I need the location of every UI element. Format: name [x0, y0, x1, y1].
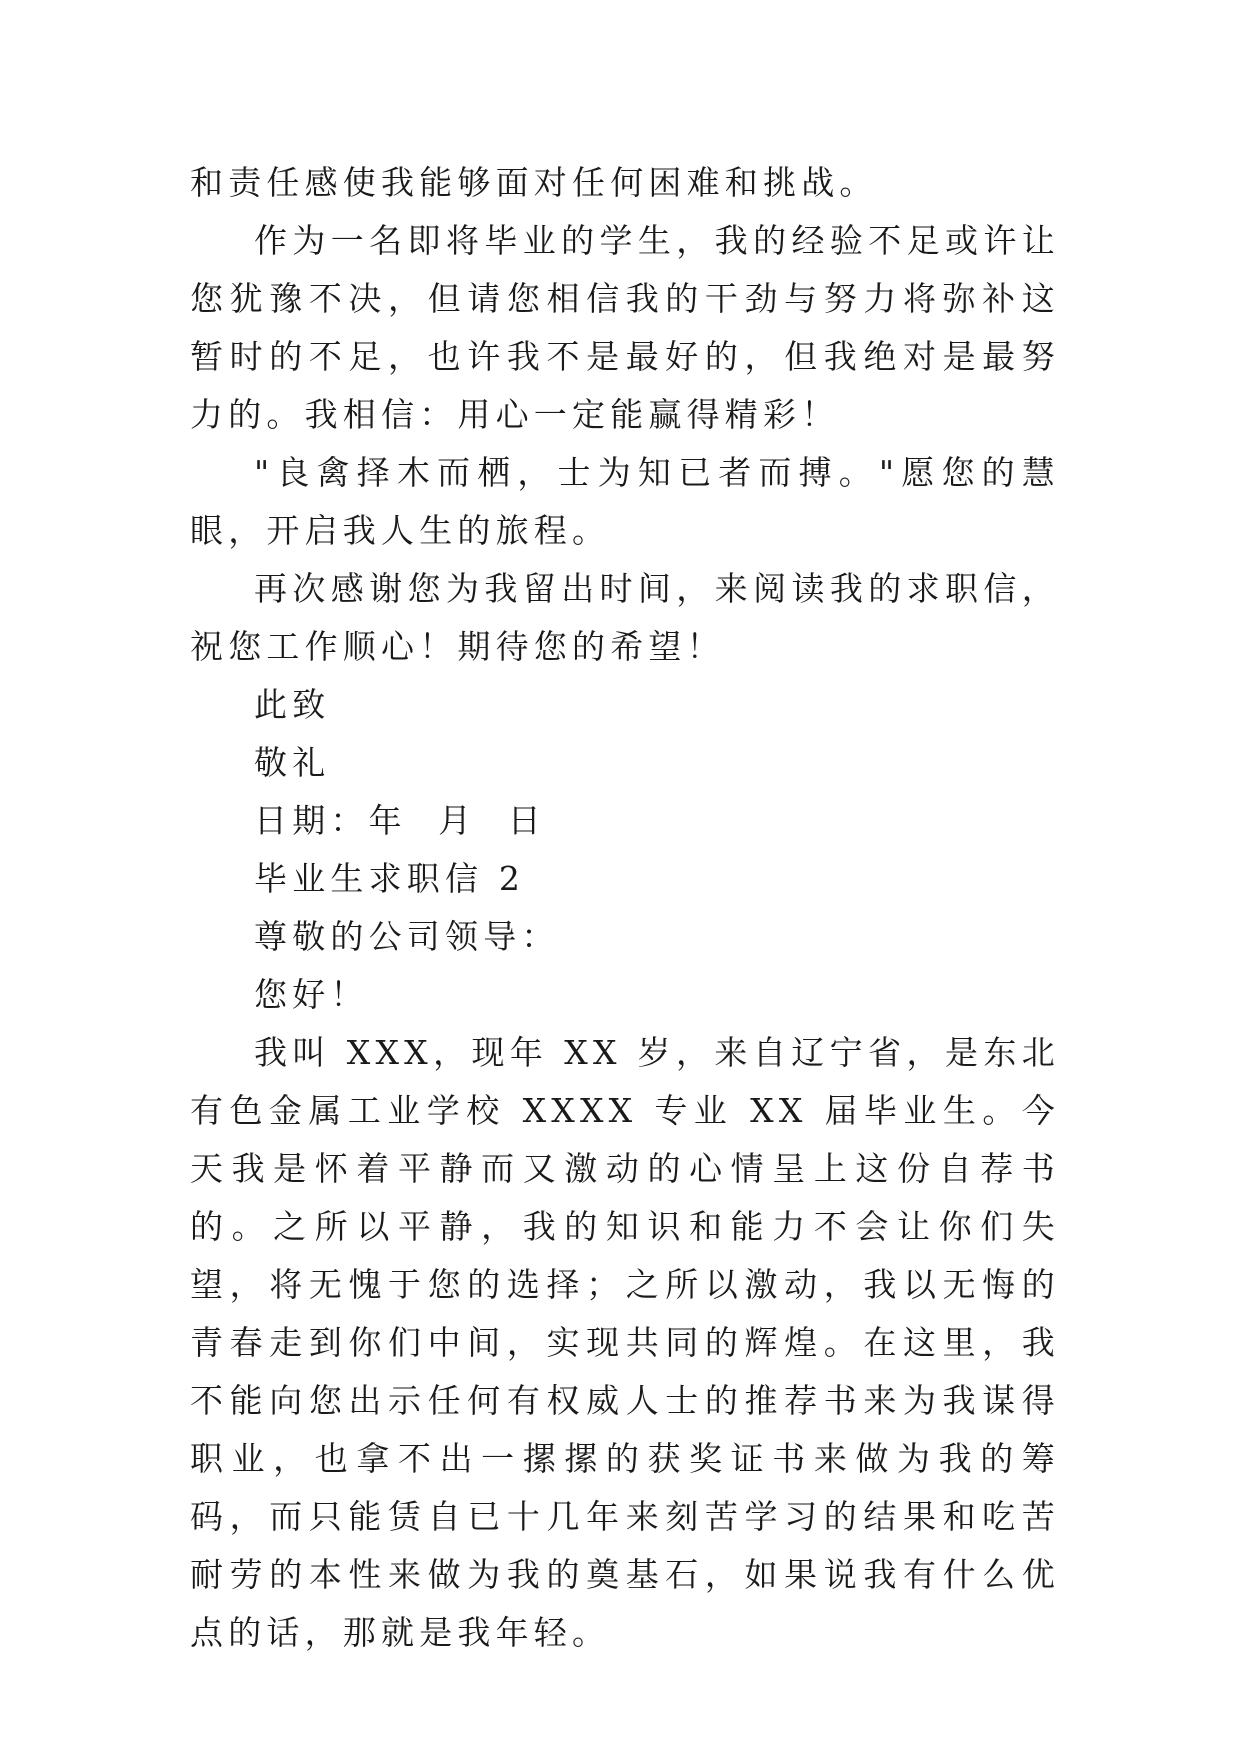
greeting-recipient: 尊敬的公司领导： — [254, 917, 560, 956]
salutation-jingli: 敬礼 — [254, 743, 331, 782]
section-title: 毕业生求职信 2 — [254, 859, 526, 898]
paragraph-quote: "良禽择木而栖，士为知已者而搏。"愿您的慧眼，开启我人生的旅程。 — [190, 453, 1060, 550]
letter-body — [190, 154, 1060, 1662]
paragraph-thanks: 再次感谢您为我留出时间，来阅读我的求职信，祝您工作顺心！期待您的希望！ — [190, 569, 1060, 666]
date-line: 日期：年 月 日 — [254, 801, 546, 840]
paragraph-effort: 作为一名即将毕业的学生，我的经验不足或许让您犹豫不决，但请您相信我的干劲与努力将弥补这暂时的不足，也许我不是最好的，但我绝对是最努力的。我相信：用心一定能赢得精彩！ — [190, 221, 1060, 434]
paragraph-closing-sentence: 和责任感使我能够面对任何困难和挑战。 — [190, 163, 878, 202]
salutation-cizhi: 此致 — [254, 685, 331, 724]
paragraph-introduction: 我叫 XXX，现年 XX 岁，来自辽宁省，是东北有色金属工业学校 XXXX 专业 XX 届毕业生。今天我是怀着平静而又激动的心情呈上这份自荐书的。之所以平静，我的知识和能力不会让你们失望，将无愧于您的选择；之所以激动，我以无悔的青春走到你们中间，实现共同的辉煌。在这里，我不能向您出示任何有权威人士的推荐书来为我谋得职业，也拿不出一摞摞的获奖证书来做为我的筹码，而只能赁自已十几年来刻苦学习的结果和吃苦耐劳的本性来做为我的奠基石，如果说我有什么优点的话，那就是我年轻。 — [190, 1033, 1060, 1652]
greeting-hello: 您好！ — [254, 975, 369, 1014]
